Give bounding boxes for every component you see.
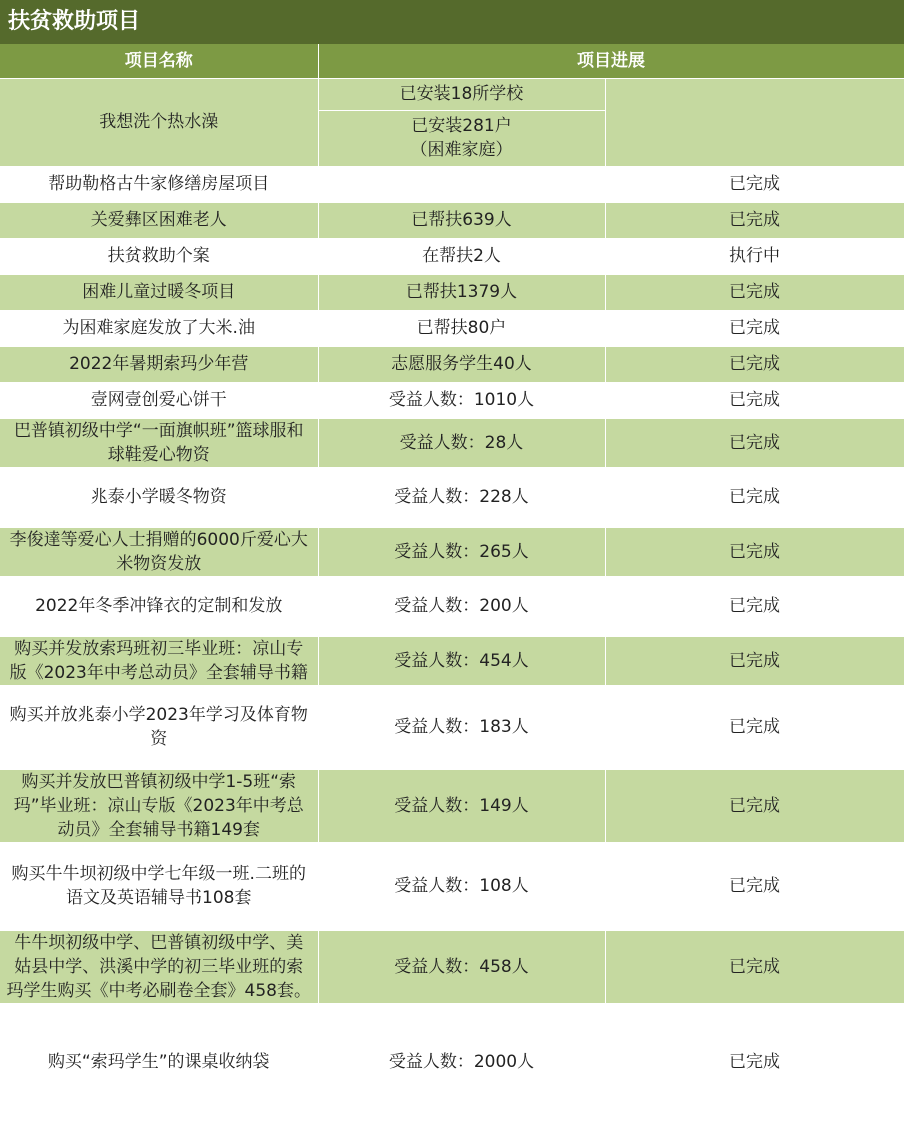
cell-name: 购买牛牛坝初级中学七年级一班.二班的语文及英语辅导书108套 [0, 842, 318, 930]
cell-status: 已完成 [605, 346, 904, 382]
cell-name: 2022年暑期索玛少年营 [0, 346, 318, 382]
cell-status: 已完成 [605, 310, 904, 346]
cell-status: 已完成 [605, 274, 904, 310]
cell-name: 李俊達等爱心人士捐赠的6000斤爱心大米物资发放 [0, 527, 318, 576]
cell-name: 关爱彝区困难老人 [0, 202, 318, 238]
cell-progress [318, 166, 605, 202]
cell-status: 已完成 [605, 166, 904, 202]
cell-progress: 已帮扶80户 [318, 310, 605, 346]
table-row [0, 382, 904, 418]
cell-name: 壹网壹创爱心饼干 [0, 382, 318, 418]
cell-progress: 已帮扶639人 [318, 202, 605, 238]
cell-name: 购买“索玛学生”的课桌收纳袋 [0, 1003, 318, 1121]
table-row [0, 418, 904, 467]
cell-status: 已完成 [605, 930, 904, 1003]
cell-name: 困难儿童过暖冬项目 [0, 274, 318, 310]
table-title: 扶贫救助项目 [0, 0, 904, 44]
cell-progress: 受益人数：2000人 [318, 1003, 605, 1121]
table-row [0, 467, 904, 527]
cell-name: 购买并发放巴普镇初级中学1-5班“索玛”毕业班：凉山专版《2023年中考总动员》全套辅导书籍149套 [0, 769, 318, 842]
cell-status: 已完成 [605, 685, 904, 769]
table-row [0, 166, 904, 202]
cell-status: 已完成 [605, 769, 904, 842]
cell-name: 为困难家庭发放了大米.油 [0, 310, 318, 346]
table-row [0, 769, 904, 842]
cell-progress: 受益人数：108人 [318, 842, 605, 930]
cell-progress: 受益人数：183人 [318, 685, 605, 769]
table-row [0, 1003, 904, 1121]
cell-name: 帮助勒格古牛家修缮房屋项目 [0, 166, 318, 202]
table-row [0, 636, 904, 685]
table-row [0, 685, 904, 769]
cell-name: 扶贫救助个案 [0, 238, 318, 274]
header-progress: 项目进展 [318, 44, 904, 78]
cell-status: 已完成 [605, 636, 904, 685]
project-table [0, 44, 904, 1122]
cell-name: 牛牛坝初级中学、巴普镇初级中学、美姑县中学、洪溪中学的初三毕业班的索玛学生购买《中考必刷卷全套》458套。 [0, 930, 318, 1003]
table-row [0, 842, 904, 930]
table-row [0, 274, 904, 310]
table-row [0, 930, 904, 1003]
cell-name: 购买并发放索玛班初三毕业班：凉山专版《2023年中考总动员》全套辅导书籍 [0, 636, 318, 685]
cell-name: 我想洗个热水澡 [0, 78, 318, 166]
cell-status: 已完成 [605, 467, 904, 527]
cell-name: 2022年冬季冲锋衣的定制和发放 [0, 576, 318, 636]
cell-progress: 受益人数：28人 [318, 418, 605, 467]
cell-status: 已完成 [605, 382, 904, 418]
cell-progress: 受益人数：228人 [318, 467, 605, 527]
cell-name: 巴普镇初级中学“一面旗帜班”篮球服和球鞋爱心物资 [0, 418, 318, 467]
table-row [0, 527, 904, 576]
cell-progress: 受益人数：458人 [318, 930, 605, 1003]
cell-progress: 志愿服务学生40人 [318, 346, 605, 382]
table-row [0, 310, 904, 346]
cell-progress: 在帮扶2人 [318, 238, 605, 274]
cell-progress [318, 110, 605, 166]
table-row [0, 238, 904, 274]
cell-status: 已完成 [605, 202, 904, 238]
cell-status: 已完成 [605, 842, 904, 930]
cell-progress: 受益人数：149人 [318, 769, 605, 842]
cell-status: 执行中 [605, 238, 904, 274]
cell-status: 已完成 [605, 576, 904, 636]
cell-name: 兆泰小学暖冬物资 [0, 467, 318, 527]
cell-status: 已完成 [605, 418, 904, 467]
cell-progress: 受益人数：1010人 [318, 382, 605, 418]
cell-status [605, 78, 904, 166]
cell-progress: 已帮扶1379人 [318, 274, 605, 310]
cell-progress: 受益人数：265人 [318, 527, 605, 576]
header-name: 项目名称 [0, 44, 318, 78]
table-row [0, 78, 904, 110]
cell-progress-line: 已安装281户 [411, 116, 512, 136]
table-row [0, 202, 904, 238]
cell-progress-line: （困难家庭） [410, 140, 513, 160]
cell-progress: 受益人数：200人 [318, 576, 605, 636]
table-row [0, 576, 904, 636]
cell-progress: 受益人数：454人 [318, 636, 605, 685]
cell-name: 购买并放兆泰小学2023年学习及体育物资 [0, 685, 318, 769]
cell-status: 已完成 [605, 1003, 904, 1121]
table-row [0, 346, 904, 382]
cell-status: 已完成 [605, 527, 904, 576]
cell-progress: 已安装18所学校 [318, 78, 605, 110]
